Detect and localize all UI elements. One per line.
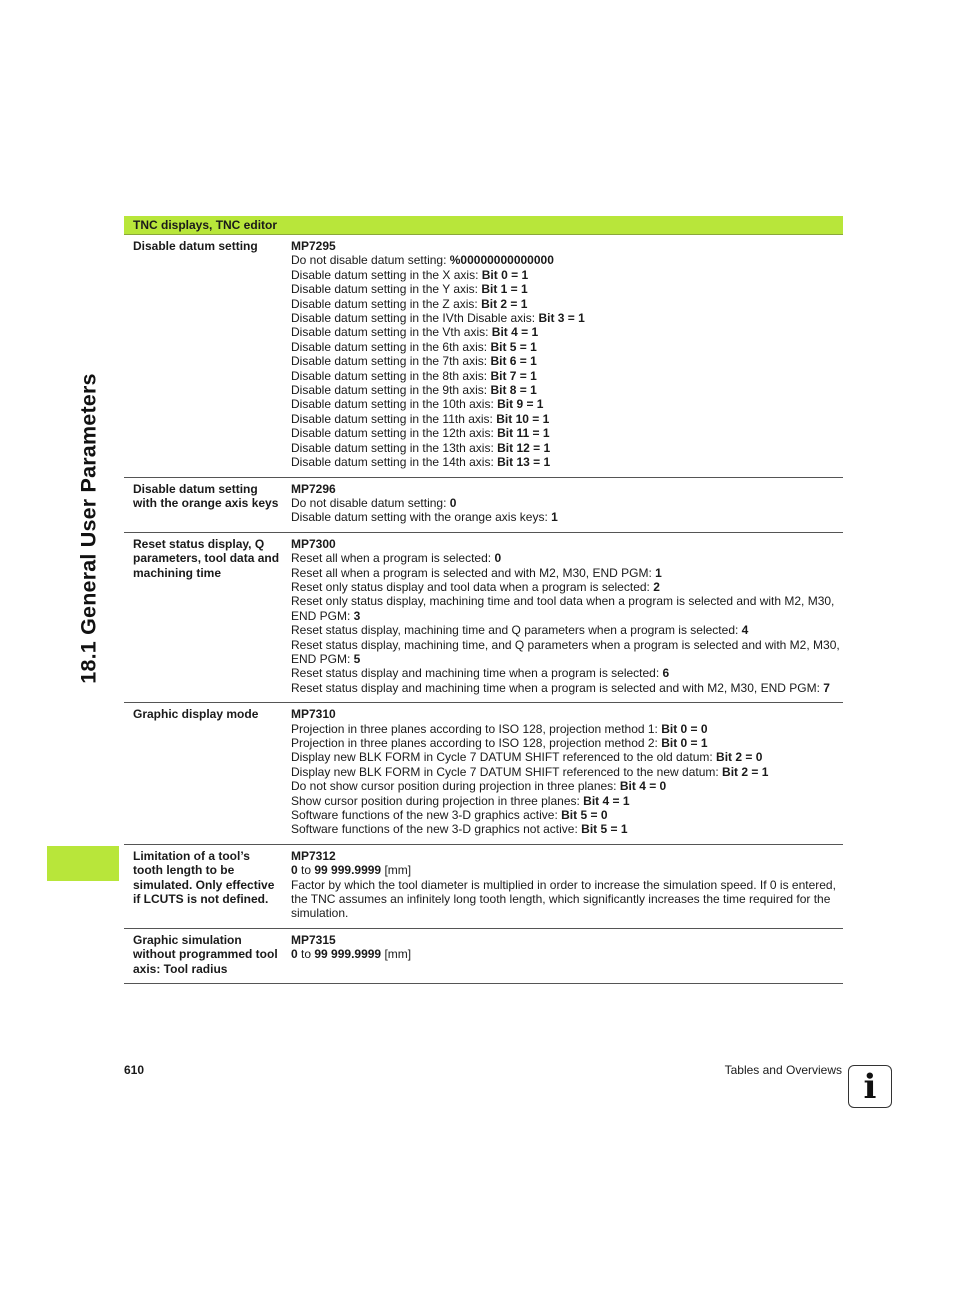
setting-value: Bit 2 = 0	[716, 750, 763, 765]
setting-line	[291, 666, 843, 680]
setting-description: Reset status display, machining time and Q parameters when a program is selected:	[291, 623, 742, 638]
setting-value: Bit 7 = 1	[490, 368, 537, 383]
setting-line	[291, 750, 843, 764]
parameter-table	[124, 216, 843, 984]
setting-description: Factor by which the tool diameter is multiplied in order to increase the simulation speed. If 0 is entered, the TNC assumes an infinitely long tooth length, which significantly increases the time required for the simulation.	[291, 877, 836, 921]
setting-value: Bit 9 = 1	[497, 397, 544, 412]
row-label: Limitation of a tool’s tooth length to be simulated. Only effective if LCUTS is not defined.	[133, 848, 275, 907]
setting-description: Disable datum setting in the Y axis:	[291, 282, 482, 297]
range-max: 99 999.9999	[314, 863, 382, 878]
table-row	[124, 478, 843, 533]
machine-parameter-id: MP7295	[291, 239, 336, 253]
row-content	[283, 482, 843, 525]
setting-line	[291, 510, 843, 524]
setting-description: Projection in three planes according to ISO 128, projection method 2:	[291, 736, 662, 750]
machine-parameter-id: MP7310	[291, 707, 336, 722]
setting-line	[291, 496, 843, 510]
setting-description: Reset only status display and tool data when a program is selected:	[291, 579, 654, 594]
table-body	[124, 235, 843, 984]
setting-description: Reset all when a program is selected:	[291, 551, 495, 566]
setting-value: Bit 0 = 0	[661, 721, 708, 736]
range-separator: to	[297, 947, 315, 962]
table-row	[124, 845, 843, 929]
setting-value: Bit 0 = 1	[481, 267, 529, 282]
range-unit: [mm]	[381, 947, 412, 962]
setting-line	[291, 253, 843, 267]
setting-line	[291, 325, 843, 339]
chapter-title-text: 18.1 General User Parameters	[76, 372, 101, 684]
setting-description: Disable datum setting in the 13th axis:	[291, 440, 498, 455]
setting-value: 1	[655, 565, 662, 580]
setting-line	[291, 383, 843, 397]
machine-parameter-id: MP7315	[291, 932, 336, 947]
row-label: Disable datum setting	[133, 239, 258, 253]
setting-description: Disable datum setting in the 8th axis:	[291, 368, 491, 383]
setting-value: 2	[653, 579, 660, 594]
setting-value: Bit 5 = 1	[490, 339, 537, 354]
setting-description: Reset status display, machining time, and Q parameters when a program is selected and with M2, M30, END PGM:	[291, 637, 840, 666]
setting-line	[291, 412, 843, 426]
row-content	[283, 933, 843, 976]
machine-parameter-id: MP7300	[291, 536, 336, 551]
setting-description: Reset only status display, machining time and tool data when a program is selected and with M2, M30, END PGM:	[291, 594, 835, 623]
setting-description: Disable datum setting in the 6th axis:	[291, 339, 491, 354]
machine-parameter-id: MP7296	[291, 481, 336, 496]
setting-value: Bit 5 = 1	[581, 822, 628, 837]
setting-description: Disable datum setting in the 12th axis:	[291, 426, 498, 441]
table-row	[124, 533, 843, 703]
setting-description: Disable datum setting in the IVth Disable axis:	[291, 311, 539, 326]
setting-value: Bit 13 = 1	[497, 455, 551, 470]
setting-value: Bit 10 = 1	[496, 411, 550, 426]
row-label: Graphic display mode	[133, 707, 259, 722]
info-glyph: i	[863, 1066, 877, 1107]
setting-description: Projection in three planes according to ISO 128, projection method 1:	[291, 721, 662, 736]
setting-line	[291, 282, 843, 296]
setting-value: Bit 12 = 1	[497, 440, 551, 455]
setting-line	[291, 638, 843, 667]
setting-value: 6	[662, 666, 670, 681]
range-unit: [mm]	[381, 863, 412, 878]
row-label: Reset status display, Q parameters, tool data and machining time	[133, 536, 280, 580]
setting-description: Software functions of the new 3-D graphics active:	[291, 808, 562, 823]
setting-value: Bit 2 = 1	[722, 764, 769, 779]
table-row	[124, 703, 843, 845]
setting-line	[291, 863, 843, 877]
range-separator: to	[297, 863, 315, 878]
setting-line	[291, 354, 843, 368]
table-header: TNC displays, TNC editor	[124, 216, 843, 235]
setting-description: Disable datum setting in the X axis:	[291, 267, 482, 282]
setting-line	[291, 822, 843, 836]
setting-value: 4	[741, 623, 749, 638]
page-number: 610	[124, 1063, 145, 1077]
setting-description: Display new BLK FORM in Cycle 7 DATUM SHIFT referenced to the new datum:	[291, 764, 723, 779]
setting-description: Disable datum setting in the Z axis:	[291, 296, 482, 311]
row-content	[283, 707, 843, 837]
setting-line	[291, 369, 843, 383]
setting-value: Bit 4 = 0	[619, 779, 667, 794]
row-content	[283, 537, 843, 695]
setting-line	[291, 736, 843, 750]
setting-description: Disable datum setting in the 11th axis:	[291, 411, 497, 426]
setting-line	[291, 623, 843, 637]
setting-description: Disable datum setting in the 10th axis:	[291, 397, 498, 412]
setting-line	[291, 681, 843, 695]
info-icon	[848, 1065, 892, 1108]
setting-line	[291, 455, 843, 469]
setting-value: 7	[823, 680, 830, 695]
setting-line	[291, 441, 843, 455]
setting-value: Bit 4 = 1	[491, 325, 539, 340]
setting-value: Bit 5 = 0	[561, 808, 608, 823]
setting-line	[291, 722, 843, 736]
chapter-side-title	[74, 216, 104, 840]
setting-description: Disable datum setting in the 9th axis:	[291, 383, 491, 398]
setting-description: Reset all when a program is selected and with M2, M30, END PGM:	[291, 565, 656, 580]
setting-line	[291, 297, 843, 311]
setting-description: Reset status display and machining time when a program is selected:	[291, 666, 663, 681]
setting-value: Bit 6 = 1	[490, 354, 537, 369]
range-min: 0	[291, 947, 298, 962]
setting-value: Bit 8 = 1	[490, 383, 537, 398]
setting-value: Bit 4 = 1	[583, 793, 630, 808]
setting-line	[291, 808, 843, 822]
row-content	[283, 239, 843, 470]
setting-description: Disable datum setting in the Vth axis:	[291, 325, 492, 340]
setting-line	[291, 947, 843, 961]
setting-description: Disable datum setting with the orange axis keys:	[291, 510, 552, 525]
row-label: Graphic simulation without programmed tool axis: Tool radius	[133, 932, 278, 976]
setting-line	[291, 580, 843, 594]
setting-line	[291, 779, 843, 793]
setting-line	[291, 566, 843, 580]
setting-value: 3	[353, 608, 361, 623]
setting-value: Bit 3 = 1	[538, 311, 585, 326]
setting-description: Disable datum setting in the 14th axis:	[291, 455, 498, 470]
setting-description: Show cursor position during projection in three planes:	[291, 793, 584, 808]
setting-value: Bit 0 = 1	[661, 736, 708, 750]
setting-description: Reset status display and machining time when a program is selected and with M2, M30, END PGM:	[291, 680, 824, 695]
setting-value: 1	[551, 510, 558, 525]
setting-description: Software functions of the new 3-D graphics not active:	[291, 822, 582, 837]
range-min: 0	[291, 863, 298, 878]
section-title: Tables and Overviews	[724, 1063, 842, 1077]
setting-line	[291, 878, 843, 921]
setting-description: Disable datum setting in the 7th axis:	[291, 354, 491, 369]
setting-line	[291, 794, 843, 808]
setting-line	[291, 765, 843, 779]
machine-parameter-id: MP7312	[291, 848, 336, 863]
setting-line	[291, 426, 843, 440]
setting-value: %00000000000000	[449, 253, 554, 268]
range-max: 99 999.9999	[314, 947, 382, 962]
table-row	[124, 929, 843, 984]
setting-line	[291, 268, 843, 282]
setting-value: 5	[353, 651, 361, 666]
chapter-tab-marker	[47, 846, 119, 881]
setting-description: Do not disable datum setting:	[291, 495, 450, 510]
setting-line	[291, 551, 843, 565]
setting-description: Do not show cursor position during projection in three planes:	[291, 779, 620, 794]
setting-line	[291, 340, 843, 354]
setting-value: 0	[494, 551, 502, 566]
setting-value: Bit 2 = 1	[481, 296, 528, 311]
setting-value: Bit 11 = 1	[497, 426, 550, 441]
setting-line	[291, 594, 843, 623]
setting-line	[291, 311, 843, 325]
row-content	[283, 849, 843, 921]
setting-value: 0	[449, 495, 457, 510]
setting-value: Bit 1 = 1	[481, 282, 528, 297]
table-row	[124, 235, 843, 478]
setting-description: Display new BLK FORM in Cycle 7 DATUM SHIFT referenced to the old datum:	[291, 750, 717, 765]
row-label: Disable datum setting with the orange axis keys	[133, 481, 279, 510]
setting-line	[291, 397, 843, 411]
setting-description: Do not disable datum setting:	[291, 253, 450, 268]
